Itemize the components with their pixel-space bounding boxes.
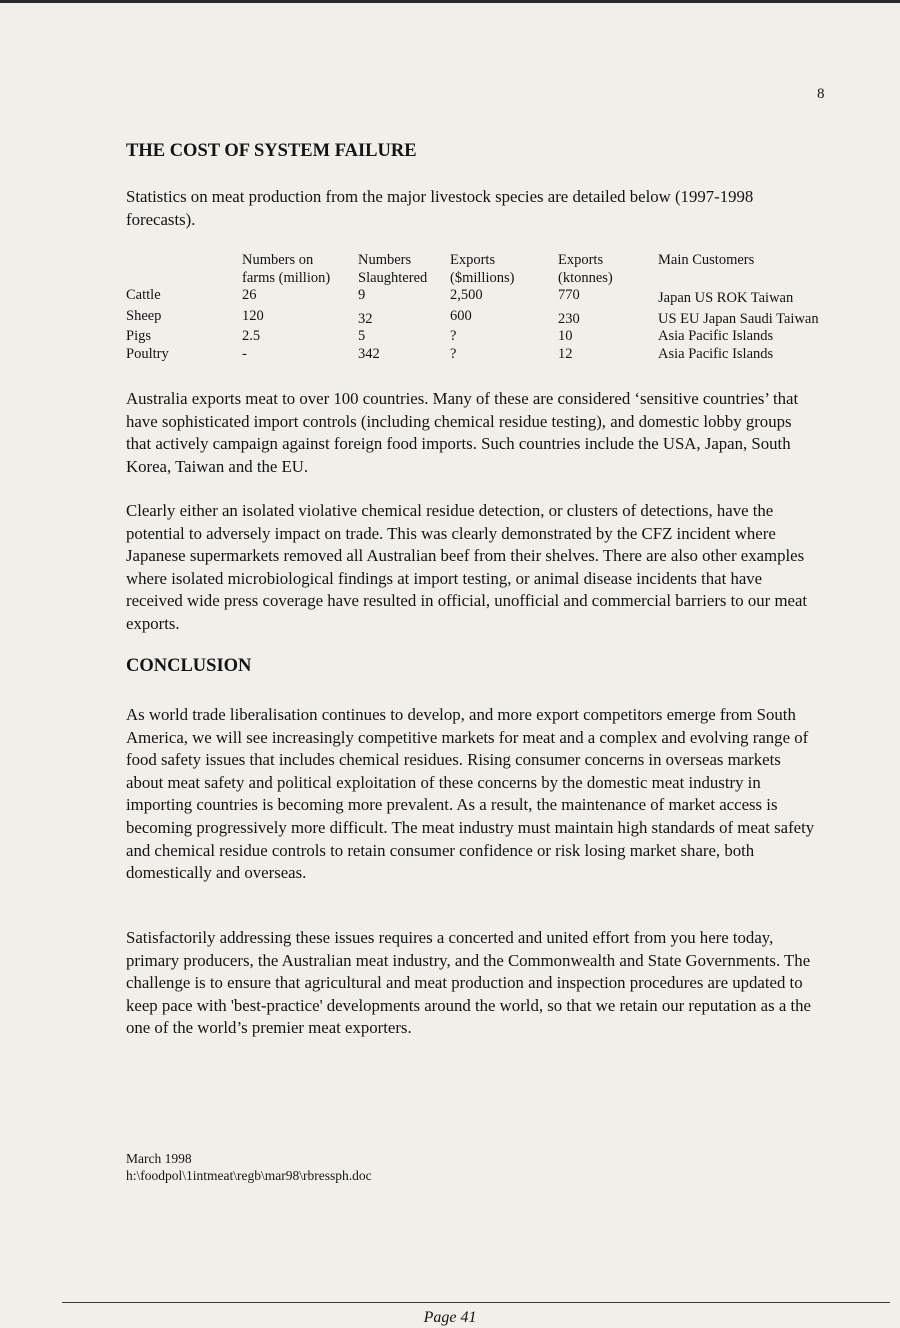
top-border — [0, 0, 900, 3]
table-cell: 2.5 — [242, 328, 261, 344]
table-cell: 120 — [242, 307, 264, 324]
livestock-stats-table — [126, 252, 819, 363]
table-cell: - — [242, 345, 247, 362]
table-cell: ? — [450, 345, 457, 362]
table-cell: 26 — [242, 287, 257, 303]
table-cell: 342 — [358, 345, 380, 362]
table-row — [126, 308, 819, 329]
page-number: 8 — [817, 86, 825, 102]
concerted-effort-paragraph: Satisfactorily addressing these issues requires a concerted and united effort from you here today, primary producers, the Australian meat industry, and the Commonwealth and State Governments. The challenge is to ensure that agricultural and meat production and inspection procedures are updated to keep pace with 'best-practice' developments around the world, so that we retain our reputation as a the one of the world’s premier meat exporters. — [126, 928, 811, 1038]
section-heading-conclusion: CONCLUSION — [126, 656, 252, 676]
table-cell: 5 — [358, 328, 366, 344]
table-cell: 32 — [358, 310, 373, 327]
table-header — [126, 252, 242, 287]
table-cell: Asia Pacific Islands — [658, 328, 774, 344]
table-cell: ? — [450, 328, 457, 344]
section-heading-cost: THE COST OF SYSTEM FAILURE — [126, 141, 417, 161]
table-cell: 10 — [558, 328, 573, 344]
australia-exports-paragraph: Australia exports meat to over 100 countries. Many of these are considered ‘sensitive countries’ that have sophisticated import controls (including chemical residue testing), and domestic lobby groups that actively campaign against foreign food imports. Such countries include the USA, Japan, South Korea, Taiwan and the EU. — [126, 389, 799, 476]
table-header-row — [126, 252, 819, 287]
table-row — [126, 328, 819, 346]
intro-paragraph: Statistics on meat production from the major livestock species are detailed below (1997-1998 forecasts). — [126, 187, 754, 229]
trade-liberalisation-paragraph: As world trade liberalisation continues to develop, and more export competitors emerge from South America, we will see increasingly competitive markets for meat and a complex and evolving range of food safety issues that includes chemical residues. Rising consumer concerns in overseas markets about meat safety and political exploitation of these concerns by the domestic meat industry in importing countries is becoming more prevalent. As a result, the maintenance of market access is becoming progressively more difficult. The meat industry must maintain high standards of meat safety and chemical residue controls to retain consumer confidence or risk losing market share, both domestically and overseas. — [126, 705, 815, 883]
table-cell: 770 — [558, 287, 580, 303]
table-row — [126, 287, 819, 308]
table-cell: 12 — [558, 345, 573, 362]
table-row — [126, 346, 819, 364]
table-header: Numbers Slaughtered — [358, 252, 428, 286]
footer-date: March 1998 — [126, 1151, 192, 1166]
table-cell: Sheep — [126, 307, 162, 324]
table-cell: Japan US ROK Taiwan — [658, 290, 794, 306]
table-cell: 2,500 — [450, 287, 483, 303]
table-cell: Pigs — [126, 328, 151, 344]
table-cell: US EU Japan Saudi Taiwan — [658, 310, 819, 327]
footer-divider — [62, 1302, 890, 1303]
footer-file-path: h:\foodpol\1intmeat\regb\mar98\rbressph.doc — [126, 1168, 372, 1183]
table-cell: 600 — [450, 307, 472, 324]
table-header: Exports (ktonnes) — [558, 252, 613, 286]
table-cell: 230 — [558, 310, 580, 327]
table-header: Exports ($millions) — [450, 252, 515, 286]
table-header: Numbers on farms (million) — [242, 252, 331, 286]
table-header: Main Customers — [658, 252, 755, 268]
footer-page-label: Page 41 — [423, 1309, 477, 1326]
table-cell: Poultry — [126, 345, 169, 362]
table-cell: Cattle — [126, 287, 161, 303]
residue-detection-paragraph: Clearly either an isolated violative chemical residue detection, or clusters of detections, have the potential to adversely impact on trade. This was clearly demonstrated by the CFZ incident where Japanese supermarkets removed all Australian beef from their shelves. There are also other examples where isolated microbiological findings at import testing, or animal disease incidents that have received wide press coverage have resulted in official, unofficial and commercial barriers to our meat exports. — [126, 501, 808, 633]
table-cell: 9 — [358, 287, 366, 303]
table-cell: Asia Pacific Islands — [658, 345, 774, 362]
